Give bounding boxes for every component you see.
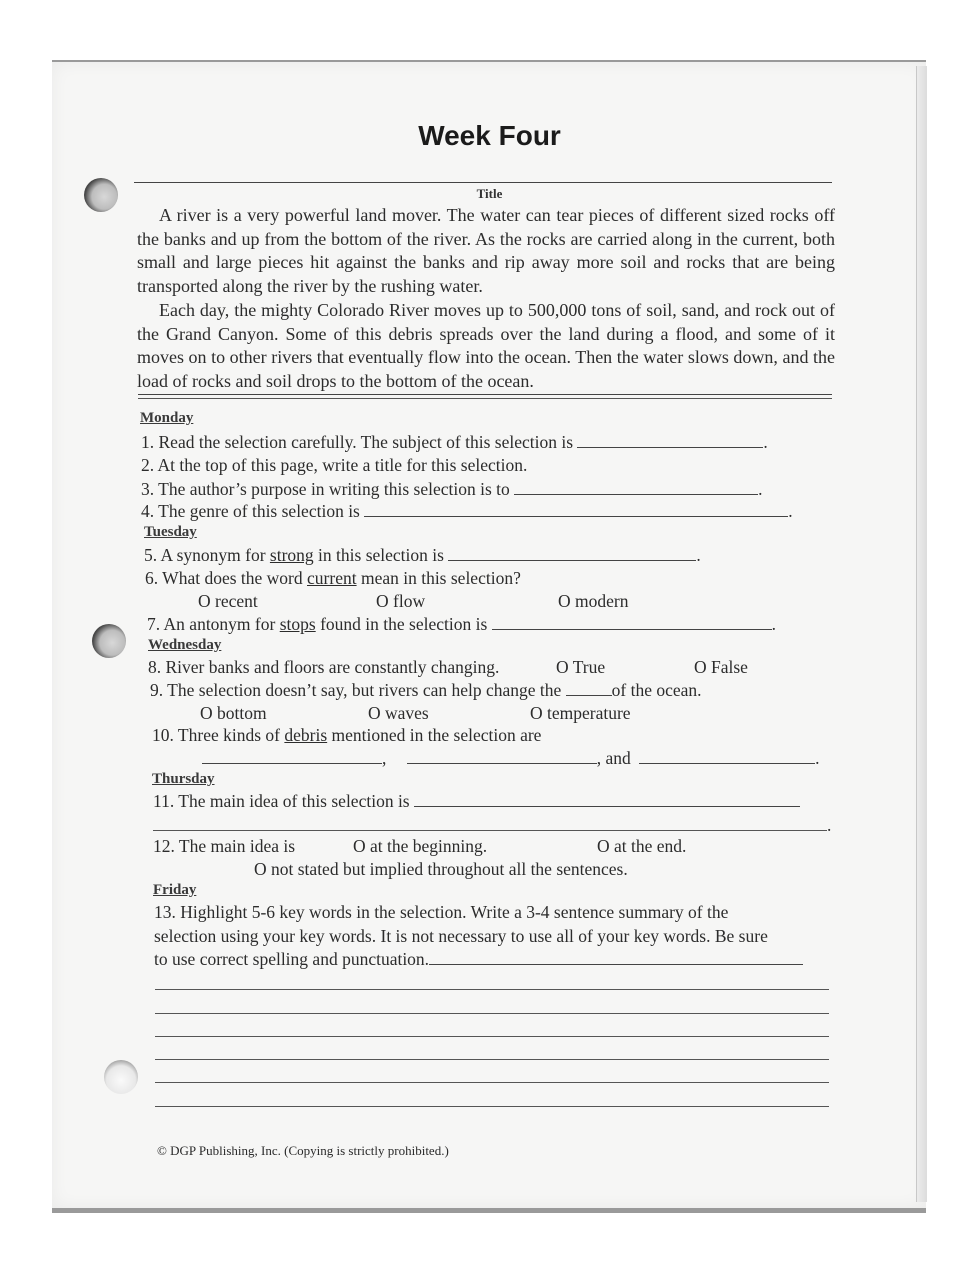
and-text: , and: [596, 748, 631, 768]
summary-answer-blank[interactable]: [429, 950, 803, 965]
question-8: 8. River banks and floors are constantly changing.: [148, 657, 500, 677]
q12-option-implied[interactable]: O not stated but implied throughout all the sentences.: [254, 859, 628, 879]
period: .: [758, 479, 763, 499]
q12-option-end[interactable]: O at the end.: [597, 836, 687, 856]
q6-option-flow[interactable]: O flow: [376, 591, 426, 611]
question-4: [141, 501, 793, 522]
passage-paragraph-1: A river is a very powerful land mover. The water can tear pieces of different sized rocks off the banks and up from the bottom of the river. As the rocks are carried along in the current, both small and large pieces hit against the banks and rip away more soil and rocks that are being transported along the river by the rushing water.: [137, 205, 835, 296]
title-label: Title: [476, 186, 503, 201]
heading-tuesday: Tuesday: [144, 524, 197, 540]
question-6-post: mean in this selection?: [360, 568, 521, 588]
q8-option-true[interactable]: O True: [556, 657, 606, 677]
period: .: [827, 815, 832, 835]
period: .: [815, 748, 820, 768]
question-4-text: 4. The genre of this selection is: [141, 501, 360, 521]
question-13-line-3: [154, 949, 803, 970]
copyright-footer: © DGP Publishing, Inc. (Copying is strictly prohibited.): [157, 1143, 449, 1158]
question-10-post: mentioned in the selection are: [331, 725, 542, 745]
question-7-post: found in the selection is: [320, 614, 488, 634]
summary-line-4[interactable]: [155, 1059, 829, 1060]
period: .: [763, 432, 768, 452]
question-11-answer-blank[interactable]: [414, 792, 800, 807]
question-13-line-2: selection using your key words. It is not necessary to use all of your key words. Be sure: [154, 926, 768, 946]
question-7: [147, 614, 776, 635]
summary-line-1[interactable]: [155, 989, 829, 990]
question-1-answer-blank[interactable]: [577, 433, 763, 448]
binder-hole-middle: [92, 624, 126, 658]
question-9-post: of the ocean.: [611, 680, 702, 700]
period: .: [771, 614, 777, 634]
period: .: [696, 545, 701, 565]
question-5: [144, 545, 701, 566]
question-2: 2. At the top of this page, write a title for this selection.: [141, 455, 528, 475]
question-6-pre: 6. What does the word: [145, 568, 303, 588]
page-edge: [916, 66, 927, 1202]
q9-option-waves[interactable]: O waves: [368, 703, 429, 723]
title-line[interactable]: [134, 182, 832, 183]
passage-divider: [138, 394, 832, 395]
summary-line-6[interactable]: [155, 1106, 829, 1107]
passage-divider-thin: [138, 398, 832, 399]
question-1-text: 1. Read the selection carefully. The subject of this selection is: [141, 432, 574, 452]
heading-wednesday: Wednesday: [148, 637, 222, 653]
question-9-pre: 9. The selection doesn’t say, but rivers can help change the: [150, 680, 562, 700]
question-5-answer-blank[interactable]: [448, 546, 696, 561]
question-10-answers: [202, 748, 820, 769]
question-6-word: current: [307, 568, 357, 588]
question-5-pre: 5. A synonym for: [144, 545, 266, 565]
question-7-answer-blank[interactable]: [492, 615, 772, 630]
question-3-text: 3. The author’s purpose in writing this selection is to: [141, 479, 510, 499]
question-3: [141, 479, 763, 500]
q6-option-recent[interactable]: O recent: [198, 591, 258, 611]
debris-answer-blank-1[interactable]: [202, 749, 382, 764]
question-7-pre: 7. An antonym for: [147, 614, 276, 634]
question-10: [152, 725, 541, 746]
period: .: [788, 501, 793, 521]
question-6: [145, 568, 521, 589]
debris-answer-blank-3[interactable]: [639, 749, 815, 764]
question-9-answer-blank[interactable]: [566, 681, 612, 696]
question-1: [141, 432, 768, 453]
debris-answer-blank-2[interactable]: [407, 749, 597, 764]
summary-line-2[interactable]: [155, 1013, 829, 1014]
question-11-text: 11. The main idea of this selection is: [153, 791, 410, 811]
q6-option-modern[interactable]: O modern: [558, 591, 629, 611]
q9-option-bottom[interactable]: O bottom: [200, 703, 267, 723]
heading-monday: Monday: [140, 410, 194, 426]
q9-option-temperature[interactable]: O temperature: [530, 703, 631, 723]
question-10-pre: 10. Three kinds of: [152, 725, 280, 745]
question-13-line-3-text: to use correct spelling and punctuation.: [154, 949, 430, 969]
summary-line-5[interactable]: [155, 1082, 829, 1083]
question-3-answer-blank[interactable]: [514, 480, 758, 495]
question-13-line-1: 13. Highlight 5-6 key words in the selection. Write a 3-4 sentence summary of the: [154, 902, 729, 922]
question-12: 12. The main idea is: [153, 836, 296, 856]
heading-friday: Friday: [153, 882, 197, 898]
summary-line-3[interactable]: [155, 1036, 829, 1037]
q8-option-false[interactable]: O False: [694, 657, 748, 677]
question-11-answer-line-2[interactable]: [153, 830, 827, 831]
question-5-word: strong: [269, 545, 314, 565]
q12-option-beginning[interactable]: O at the beginning.: [353, 836, 488, 856]
question-11: [153, 791, 800, 812]
question-4-answer-blank[interactable]: [364, 502, 788, 517]
comma: ,: [382, 748, 387, 768]
question-5-post: in this selection is: [318, 545, 444, 565]
question-10-word: debris: [284, 725, 328, 745]
heading-thursday: Thursday: [152, 771, 215, 787]
question-7-word: stops: [279, 614, 316, 634]
passage-paragraph-2: Each day, the mighty Colorado River moves up to 500,000 tons of soil, sand, and rock out of the Grand Canyon. Some of this debris spreads over the land during a flood, and some of it moves on to other rivers that eventually flow into the ocean. Then the water slows down, and the load of rocks and soil drops to the bottom of the ocean.: [137, 300, 835, 391]
question-9: [150, 680, 702, 701]
binder-hole-bottom: [104, 1060, 138, 1094]
page-title: Week Four: [418, 120, 561, 151]
